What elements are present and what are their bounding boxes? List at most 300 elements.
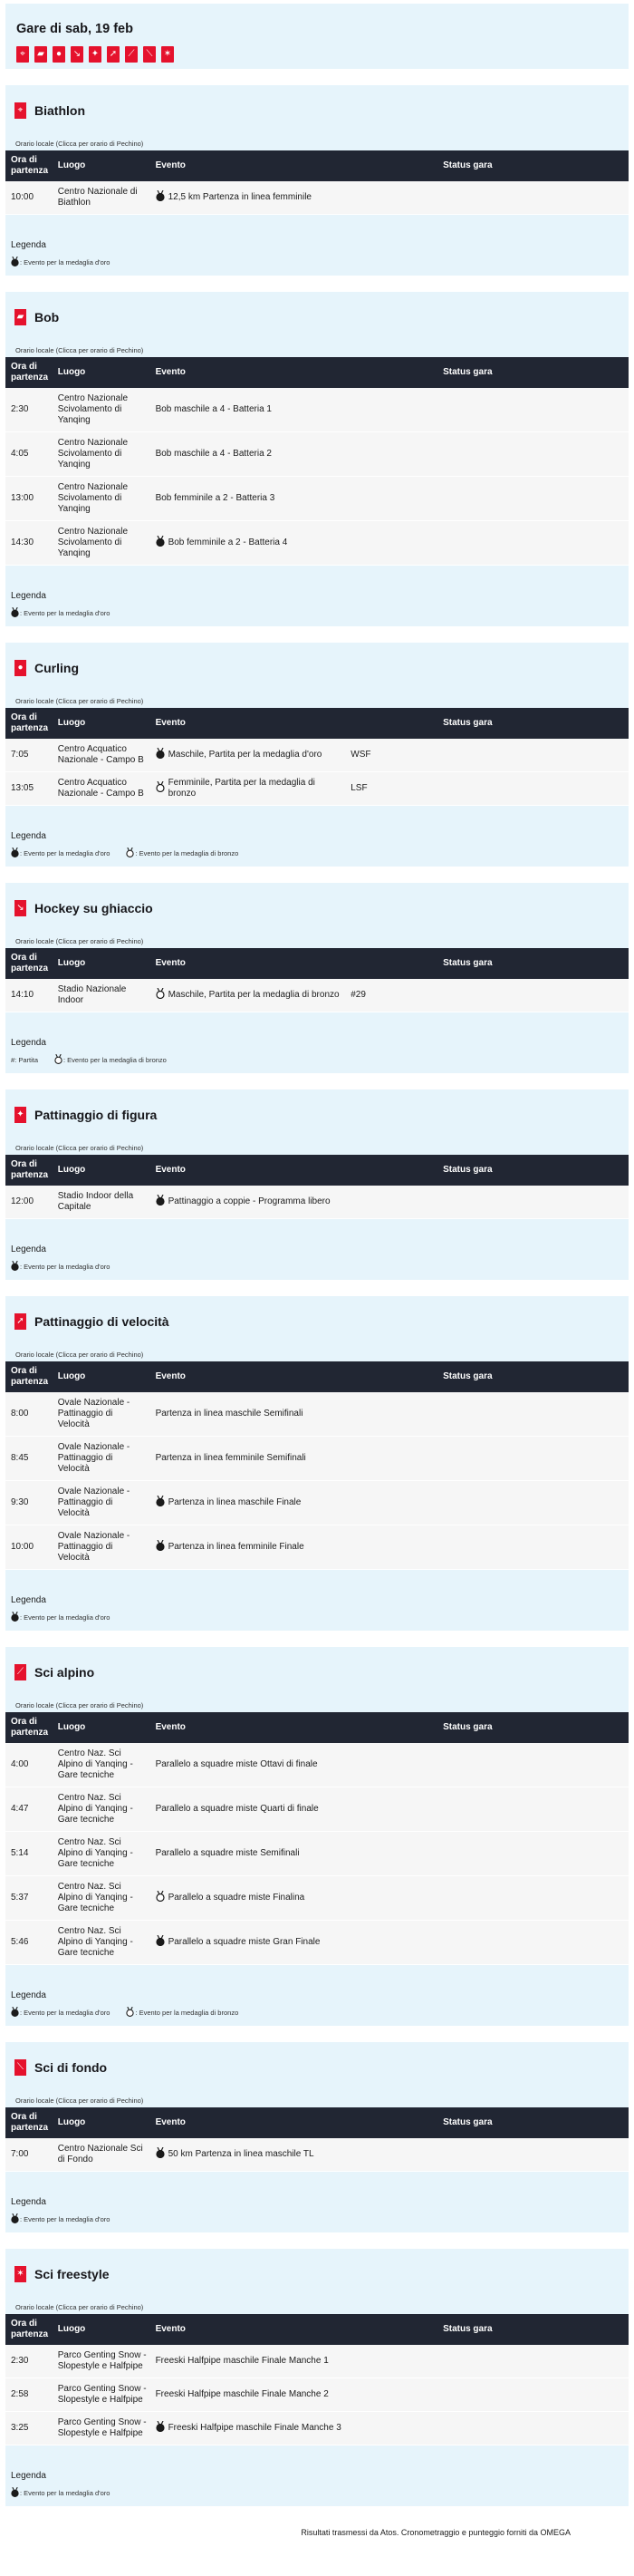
- sport-title-row: [5, 1296, 629, 1334]
- col-header-event: Evento: [155, 2324, 186, 2334]
- ice-hockey-icon: ↘: [14, 900, 26, 916]
- table-row[interactable]: [5, 1876, 629, 1921]
- sport-section: [5, 292, 629, 626]
- local-time-toggle[interactable]: Orario locale (Clicca per orario di Pechino): [15, 346, 144, 354]
- event-cell[interactable]: [150, 432, 346, 477]
- table-row[interactable]: [5, 1787, 629, 1832]
- event: [156, 190, 342, 205]
- bobsleigh-icon[interactable]: ▰: [34, 46, 47, 63]
- table-row[interactable]: [5, 1437, 629, 1481]
- col-header-event: Evento: [155, 1371, 186, 1381]
- match-code: [345, 521, 443, 566]
- local-time-toggle[interactable]: Orario locale (Clicca per orario di Pechino): [15, 937, 144, 945]
- cross-country-skiing-icon[interactable]: ⟍: [143, 46, 156, 63]
- event: [156, 1848, 342, 1859]
- event-name: Freeski Halfpipe maschile Finale Manche 1: [155, 2356, 329, 2366]
- table-header-row: [5, 2107, 629, 2138]
- gold-medal-icon: [11, 2487, 20, 2499]
- table-row[interactable]: [5, 2412, 629, 2445]
- start-time: 4:05: [11, 449, 29, 459]
- sport-title[interactable]: Biathlon: [34, 103, 85, 118]
- results-credit: Risultati trasmessi da Atos. Cronometraggio e punteggio forniti da OMEGA: [301, 2528, 571, 2537]
- race-status: [443, 2138, 629, 2172]
- schedule-table: [5, 150, 629, 215]
- event-cell[interactable]: [150, 2412, 346, 2445]
- event-cell[interactable]: [150, 388, 346, 432]
- match-code: [345, 1787, 443, 1832]
- event-cell[interactable]: [150, 1186, 346, 1219]
- venue: Centro Nazionale Scivolamento di Yanqing: [57, 527, 129, 558]
- col-header-time: Ora di partenza: [11, 2319, 49, 2339]
- event-name: Maschile, Partita per la medaglia di bronzo: [168, 990, 340, 1000]
- legend-title: Legenda: [11, 2471, 46, 2481]
- start-time: 8:45: [11, 1453, 29, 1463]
- table-row[interactable]: [5, 432, 629, 477]
- page-header: [5, 4, 629, 69]
- schedule-table: [5, 1712, 629, 1965]
- col-header-event: Evento: [155, 1165, 186, 1175]
- gold-medal-icon: [11, 2007, 20, 2019]
- ice-hockey-icon[interactable]: ↘: [71, 46, 83, 63]
- match-code: [345, 2378, 443, 2412]
- venue: Centro Naz. Sci Alpino di Yanqing - Gare tecniche: [57, 1926, 133, 1958]
- event-cell[interactable]: [150, 2138, 346, 2172]
- venue: Centro Nazionale Sci di Fondo: [57, 2144, 143, 2164]
- event-name: Bob femminile a 2 - Batteria 4: [168, 537, 288, 547]
- col-header-status: Status gara: [443, 2324, 493, 2334]
- event-cell[interactable]: [150, 739, 346, 772]
- venue: Centro Naz. Sci Alpino di Yanqing - Gare tecniche: [57, 1748, 133, 1780]
- start-time: 14:30: [11, 537, 34, 547]
- legend: [5, 806, 629, 859]
- start-time: 2:58: [11, 2389, 29, 2399]
- col-header-time: Ora di partenza: [11, 953, 49, 973]
- event-name: Partenza in linea femminile Semifinali: [155, 1453, 306, 1463]
- start-time: 2:30: [11, 2356, 29, 2366]
- table-header-row: [5, 1155, 629, 1186]
- legend-title: Legenda: [11, 1244, 46, 1254]
- event-name: Pattinaggio a coppie - Programma libero: [168, 1196, 331, 1206]
- event-cell[interactable]: [150, 1525, 346, 1570]
- event: [156, 1804, 342, 1815]
- legend-item-bronze: [126, 2007, 238, 2019]
- schedule-table: [5, 2314, 629, 2445]
- event-cell[interactable]: [150, 2345, 346, 2378]
- race-status: [443, 1437, 629, 1481]
- event: [156, 2389, 342, 2400]
- col-header-spacer: [345, 2314, 443, 2345]
- sport-title-row: [5, 2249, 629, 2287]
- event-name: Partenza in linea femminile Finale: [168, 1542, 304, 1552]
- sport-title[interactable]: Sci alpino: [34, 1665, 95, 1680]
- race-status: [443, 432, 629, 477]
- legend-label: : Evento per la medaglia d'oro: [20, 2009, 110, 2017]
- gold-medal-icon: [156, 748, 168, 762]
- race-status: [443, 1787, 629, 1832]
- table-header-row: [5, 1712, 629, 1743]
- table-row[interactable]: [5, 521, 629, 566]
- sport-section: [5, 643, 629, 867]
- venue: Centro Nazionale Scivolamento di Yanqing: [57, 438, 129, 470]
- venue: Parco Genting Snow -Slopestyle e Halfpipe: [57, 2384, 147, 2405]
- schedule-table: [5, 357, 629, 566]
- legend-items: [11, 257, 629, 268]
- local-time-toggle[interactable]: Orario locale (Clicca per orario di Pechino): [15, 2303, 144, 2311]
- gold-medal-icon: [156, 2147, 168, 2162]
- match-code: LSF: [351, 783, 368, 793]
- venue: Ovale Nazionale - Pattinaggio di Velocità: [57, 1442, 130, 1474]
- venue: Centro Nazionale di Biathlon: [57, 187, 138, 208]
- gold-medal-icon: [11, 1261, 20, 1273]
- event: [156, 493, 342, 504]
- local-time-toggle[interactable]: Orario locale (Clicca per orario di Pechino): [15, 1351, 144, 1359]
- table-row[interactable]: [5, 1921, 629, 1965]
- table-row[interactable]: [5, 2138, 629, 2172]
- col-header-event: Evento: [155, 2117, 186, 2127]
- sport-title-row: [5, 883, 629, 921]
- table-row[interactable]: [5, 1525, 629, 1570]
- venue: Parco Genting Snow -Slopestyle e Halfpipe: [57, 2417, 147, 2438]
- sports-list: [0, 85, 634, 2506]
- match-code: [345, 2412, 443, 2445]
- event-cell[interactable]: [150, 1392, 346, 1437]
- col-header-venue: Luogo: [57, 958, 86, 968]
- match-code: WSF: [351, 750, 371, 760]
- table-row[interactable]: [5, 388, 629, 432]
- sport-title-row: [5, 292, 629, 330]
- match-code: [345, 1743, 443, 1787]
- event-cell[interactable]: [150, 1876, 346, 1921]
- table-row[interactable]: [5, 1392, 629, 1437]
- start-time: 10:00: [11, 1542, 34, 1552]
- cross-country-skiing-icon: ⟍: [14, 2059, 26, 2076]
- curling-icon[interactable]: ●: [53, 46, 65, 63]
- race-status: [443, 1832, 629, 1876]
- start-time: 7:05: [11, 750, 29, 760]
- table-header-row: [5, 150, 629, 181]
- match-code: #29: [351, 990, 366, 1000]
- race-status: [443, 772, 629, 806]
- legend: [5, 2172, 629, 2225]
- alpine-skiing-icon: ⟋: [14, 1664, 26, 1680]
- legend-item-gold: [11, 2213, 110, 2225]
- event-name: Parallelo a squadre miste Ottavi di finale: [155, 1759, 318, 1769]
- start-time: 5:46: [11, 1937, 29, 1947]
- col-header-status: Status gara: [443, 958, 493, 968]
- event-cell[interactable]: [150, 521, 346, 566]
- event-name: Maschile, Partita per la medaglia d'oro: [168, 750, 322, 760]
- col-header-time: Ora di partenza: [11, 2112, 49, 2133]
- speed-skating-icon[interactable]: ➚: [107, 46, 120, 63]
- legend-label: : Evento per la medaglia d'oro: [20, 2489, 110, 2497]
- start-time: 7:00: [11, 2149, 29, 2159]
- legend-title: Legenda: [11, 831, 46, 841]
- page-title: Gare di sab, 19 feb: [16, 22, 133, 36]
- start-time: 4:47: [11, 1804, 29, 1814]
- start-time: 3:25: [11, 2423, 29, 2433]
- gold-medal-icon: [156, 2421, 168, 2436]
- table-row[interactable]: [5, 181, 629, 215]
- event-name: Freeski Halfpipe maschile Finale Manche 2: [155, 2389, 329, 2399]
- col-header-spacer: [345, 1361, 443, 1392]
- sport-title-row: [5, 643, 629, 681]
- venue: Centro Naz. Sci Alpino di Yanqing - Gare tecniche: [57, 1793, 133, 1825]
- freestyle-skiing-icon: ✶: [14, 2266, 26, 2282]
- figure-skating-icon: ✦: [14, 1107, 26, 1123]
- local-time-toggle[interactable]: Orario locale (Clicca per orario di Pechino): [15, 1144, 144, 1152]
- legend-item-bronze: [126, 847, 238, 859]
- legend-title: Legenda: [11, 240, 46, 250]
- race-status: [443, 1876, 629, 1921]
- legend-item-gold: [11, 607, 110, 619]
- bronze-medal-icon: [54, 1054, 63, 1066]
- match-code: [345, 1186, 443, 1219]
- legend: [5, 215, 629, 268]
- gold-medal-icon: [11, 2213, 20, 2225]
- match-code: [345, 1832, 443, 1876]
- event: [156, 1496, 342, 1510]
- col-header-spacer: [345, 1155, 443, 1186]
- match-code: [345, 388, 443, 432]
- speed-skating-icon: ➚: [14, 1313, 26, 1330]
- gold-medal-icon: [156, 1496, 168, 1510]
- legend-item-gold: [11, 847, 110, 859]
- gold-medal-icon: [156, 190, 168, 205]
- event-cell[interactable]: [150, 1743, 346, 1787]
- sport-section: [5, 1647, 629, 2026]
- race-status: [443, 2378, 629, 2412]
- venue: Parco Genting Snow -Slopestyle e Halfpipe: [57, 2350, 147, 2371]
- biathlon-icon: ⌖: [14, 102, 26, 119]
- race-status: [443, 739, 629, 772]
- legend-label: : Evento per la medaglia di bronzo: [135, 849, 239, 857]
- event-cell[interactable]: [150, 1437, 346, 1481]
- col-header-event: Evento: [155, 367, 186, 377]
- table-row[interactable]: [5, 1481, 629, 1525]
- venue: Centro Naz. Sci Alpino di Yanqing - Gare tecniche: [57, 1882, 133, 1913]
- sport-section: [5, 2249, 629, 2506]
- event-cell[interactable]: [150, 1832, 346, 1876]
- sport-section: [5, 1296, 629, 1631]
- venue: Ovale Nazionale - Pattinaggio di Velocità: [57, 1487, 130, 1518]
- col-header-venue: Luogo: [57, 2324, 86, 2334]
- match-code: [345, 2138, 443, 2172]
- local-time-toggle[interactable]: Orario locale (Clicca per orario di Pechino): [15, 140, 144, 148]
- legend-title: Legenda: [11, 1990, 46, 2000]
- match-code: [345, 1437, 443, 1481]
- venue: Ovale Nazionale - Pattinaggio di Velocità: [57, 1398, 130, 1429]
- event-cell[interactable]: [150, 181, 346, 215]
- sport-title-row: [5, 1647, 629, 1685]
- start-time: 8:00: [11, 1409, 29, 1419]
- table-row[interactable]: [5, 2345, 629, 2378]
- venue: Stadio Indoor della Capitale: [57, 1191, 134, 1212]
- start-time: 5:37: [11, 1893, 29, 1903]
- event-cell[interactable]: [150, 1921, 346, 1965]
- figure-skating-icon[interactable]: ✦: [89, 46, 101, 63]
- col-header-status: Status gara: [443, 1722, 493, 1732]
- event: [156, 1195, 342, 1209]
- schedule-table: [5, 1155, 629, 1219]
- event-name: Freeski Halfpipe maschile Finale Manche 3: [168, 2423, 341, 2433]
- sport-title[interactable]: Sci di fondo: [34, 2060, 108, 2075]
- table-row[interactable]: [5, 1743, 629, 1787]
- event-cell[interactable]: [150, 477, 346, 521]
- local-time-toggle[interactable]: Orario locale (Clicca per orario di Pechino): [15, 2097, 144, 2105]
- alpine-skiing-icon[interactable]: ⟋: [125, 46, 138, 63]
- sport-title[interactable]: Sci freestyle: [34, 2267, 110, 2281]
- legend-items: [11, 2487, 629, 2499]
- table-row[interactable]: [5, 979, 629, 1012]
- event: [156, 1935, 342, 1950]
- freestyle-skiing-icon[interactable]: ✶: [161, 46, 174, 63]
- venue: Centro Nazionale Scivolamento di Yanqing: [57, 482, 129, 514]
- col-header-venue: Luogo: [57, 1165, 86, 1175]
- schedule-table: [5, 1361, 629, 1570]
- table-header-row: [5, 357, 629, 388]
- event-name: Partenza in linea maschile Finale: [168, 1497, 302, 1507]
- bronze-medal-icon: [156, 781, 168, 796]
- venue: Centro Acquatico Nazionale - Campo B: [57, 744, 144, 765]
- col-header-venue: Luogo: [57, 367, 86, 377]
- event-cell[interactable]: [150, 772, 346, 806]
- event-name: Parallelo a squadre miste Finalina: [168, 1893, 305, 1903]
- match-code: [345, 1876, 443, 1921]
- legend-title: Legenda: [11, 1595, 46, 1605]
- race-status: [443, 181, 629, 215]
- venue: Centro Nazionale Scivolamento di Yanqing: [57, 393, 129, 425]
- col-header-event: Evento: [155, 718, 186, 728]
- table-row[interactable]: [5, 739, 629, 772]
- col-header-time: Ora di partenza: [11, 1366, 49, 1387]
- col-header-status: Status gara: [443, 160, 493, 170]
- col-header-venue: Luogo: [57, 718, 86, 728]
- curling-icon: ●: [14, 660, 26, 676]
- sport-title[interactable]: Hockey su ghiaccio: [34, 901, 153, 915]
- col-header-time: Ora di partenza: [11, 1159, 49, 1180]
- race-status: [443, 979, 629, 1012]
- table-header-row: [5, 1361, 629, 1392]
- sport-title[interactable]: Pattinaggio di figura: [34, 1108, 158, 1122]
- race-status: [443, 388, 629, 432]
- legend-label: : Evento per la medaglia d'oro: [20, 1613, 110, 1622]
- table-row[interactable]: [5, 477, 629, 521]
- legend-title: Legenda: [11, 2197, 46, 2207]
- table-row[interactable]: [5, 1832, 629, 1876]
- col-header-time: Ora di partenza: [11, 155, 49, 176]
- col-header-event: Evento: [155, 958, 186, 968]
- col-header-time: Ora di partenza: [11, 1717, 49, 1738]
- event: [156, 2421, 342, 2436]
- race-status: [443, 1392, 629, 1437]
- col-header-status: Status gara: [443, 1165, 493, 1175]
- race-status: [443, 477, 629, 521]
- bronze-medal-icon: [126, 2007, 135, 2019]
- sport-title-row: [5, 1089, 629, 1128]
- event: [156, 1891, 342, 1905]
- event: [156, 1759, 342, 1770]
- race-status: [443, 1481, 629, 1525]
- legend-item-gold: [11, 2487, 110, 2499]
- legend-label: : Evento per la medaglia d'oro: [20, 2215, 110, 2223]
- legend-label: #: Partita: [11, 1056, 39, 1064]
- event-name: Bob femminile a 2 - Batteria 3: [155, 493, 275, 503]
- match-code: [345, 1525, 443, 1570]
- race-status: [443, 1186, 629, 1219]
- col-header-venue: Luogo: [57, 1371, 86, 1381]
- col-header-spacer: [345, 150, 443, 181]
- event-cell[interactable]: [150, 2378, 346, 2412]
- biathlon-icon[interactable]: ⌖: [16, 46, 29, 63]
- event-cell[interactable]: [150, 979, 346, 1012]
- table-row[interactable]: [5, 1186, 629, 1219]
- race-status: [443, 521, 629, 566]
- legend: [5, 1570, 629, 1623]
- legend-label: : Evento per la medaglia di bronzo: [63, 1056, 167, 1064]
- legend: [5, 2445, 629, 2499]
- legend: [5, 1012, 629, 1066]
- gold-medal-icon: [156, 1935, 168, 1950]
- col-header-spacer: [345, 708, 443, 739]
- legend: [5, 1219, 629, 1273]
- event-cell[interactable]: [150, 1481, 346, 1525]
- legend-items: [11, 1261, 629, 1273]
- table-row[interactable]: [5, 2378, 629, 2412]
- col-header-spacer: [345, 948, 443, 979]
- local-time-toggle[interactable]: Orario locale (Clicca per orario di Pechino): [15, 697, 144, 705]
- col-header-spacer: [345, 2107, 443, 2138]
- gold-medal-icon: [11, 607, 20, 619]
- event: [156, 1540, 342, 1554]
- bronze-medal-icon: [126, 847, 135, 859]
- event-name: Bob maschile a 4 - Batteria 1: [155, 404, 272, 414]
- col-header-spacer: [345, 1712, 443, 1743]
- sport-title[interactable]: Pattinaggio di velocità: [34, 1314, 169, 1329]
- table-header-row: [5, 2314, 629, 2345]
- event-name: 12,5 km Partenza in linea femminile: [168, 192, 312, 202]
- sport-title[interactable]: Bob: [34, 310, 60, 324]
- event-name: Femminile, Partita per la medaglia di bronzo: [168, 778, 315, 799]
- local-time-toggle[interactable]: Orario locale (Clicca per orario di Pechino): [15, 1701, 144, 1709]
- table-row[interactable]: [5, 772, 629, 806]
- schedule-table: [5, 2107, 629, 2172]
- sport-section: [5, 1089, 629, 1280]
- legend-item-gold: [11, 257, 110, 268]
- sport-section: [5, 883, 629, 1073]
- start-time: 9:30: [11, 1497, 29, 1507]
- bronze-medal-icon: [156, 988, 168, 1002]
- col-header-status: Status gara: [443, 1371, 493, 1381]
- legend-title: Legenda: [11, 1038, 46, 1048]
- event-cell[interactable]: [150, 1787, 346, 1832]
- legend-items: [11, 607, 629, 619]
- legend-label: : Evento per la medaglia d'oro: [20, 258, 110, 266]
- venue: Stadio Nazionale Indoor: [57, 984, 127, 1005]
- col-header-spacer: [345, 357, 443, 388]
- sport-title-row: [5, 2042, 629, 2080]
- col-header-status: Status gara: [443, 718, 493, 728]
- legend-label: : Evento per la medaglia di bronzo: [135, 2009, 239, 2017]
- start-time: 10:00: [11, 192, 34, 202]
- legend-items: [11, 1612, 629, 1623]
- col-header-status: Status gara: [443, 367, 493, 377]
- gold-medal-icon: [156, 536, 168, 550]
- schedule-table: [5, 948, 629, 1012]
- event: [156, 778, 342, 799]
- legend-items: [11, 2213, 629, 2225]
- match-code: [345, 432, 443, 477]
- sport-title[interactable]: Curling: [34, 661, 79, 675]
